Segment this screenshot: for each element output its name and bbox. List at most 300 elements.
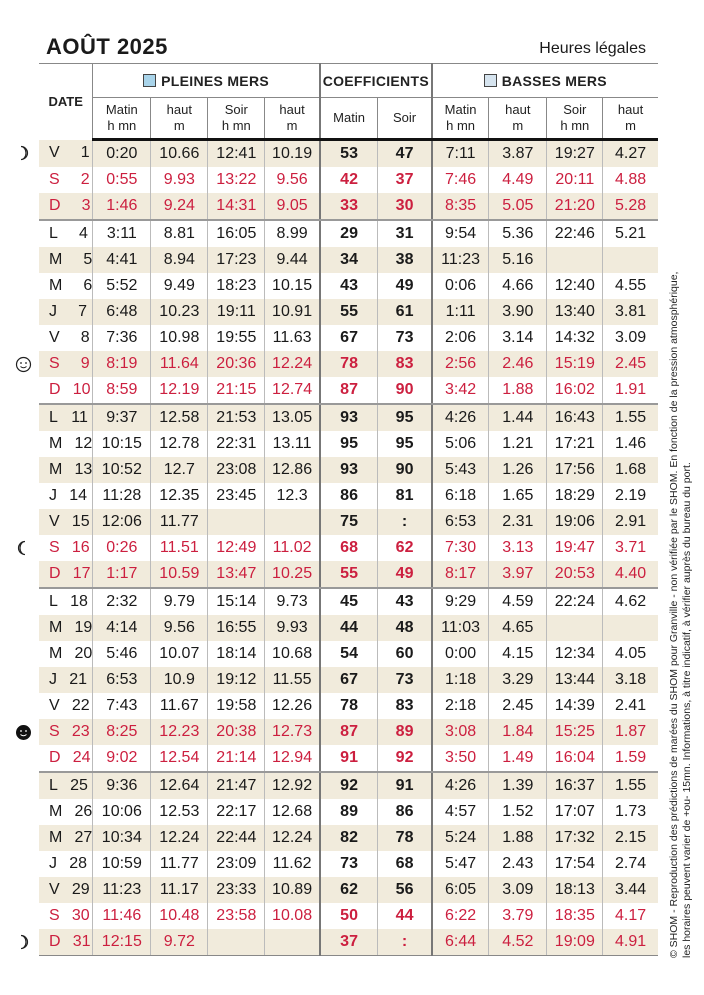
cell-pm-morning-height: 12.64 (151, 772, 208, 799)
cell-date (39, 325, 93, 351)
cell-bm-evening-time: 14:39 (547, 693, 603, 719)
copyright-note (668, 258, 694, 958)
header-pm-matin (93, 98, 151, 140)
table-row (39, 377, 658, 404)
cell-date (39, 667, 93, 693)
cell-date (39, 903, 93, 929)
cell-bm-morning-time: 9:54 (432, 220, 489, 247)
cell-pm-evening-time: 19:58 (208, 693, 265, 719)
cell-bm-morning-height: 5.05 (489, 193, 547, 220)
cell-pm-morning-time: 3:11 (93, 220, 151, 247)
cell-bm-evening-height: 2.41 (603, 693, 658, 719)
table-row (39, 351, 658, 377)
cell-pm-morning-time: 0:26 (93, 535, 151, 561)
cell-coef-morning: 75 (320, 509, 378, 535)
cell-coef-evening: 95 (378, 404, 432, 431)
cell-bm-evening-height: 1.55 (603, 404, 658, 431)
cell-pm-morning-time: 6:53 (93, 667, 151, 693)
cell-bm-morning-height: 1.39 (489, 772, 547, 799)
cell-bm-morning-height: 3.29 (489, 667, 547, 693)
cell-bm-morning-height: 4.65 (489, 615, 547, 641)
cell-bm-evening-height: 1.87 (603, 719, 658, 745)
cell-bm-evening-time: 19:47 (547, 535, 603, 561)
cell-bm-morning-time: 7:11 (432, 140, 489, 168)
cell-pm-morning-height: 8.81 (151, 220, 208, 247)
cell-date (39, 431, 93, 457)
weekday-letter: J (49, 855, 57, 872)
cell-bm-evening-height: 2.19 (603, 483, 658, 509)
cell-pm-morning-time: 10:06 (93, 799, 151, 825)
cell-pm-evening-time: 23:45 (208, 483, 265, 509)
cell-bm-morning-time: 1:11 (432, 299, 489, 325)
cell-pm-morning-time: 12:15 (93, 929, 151, 956)
cell-bm-morning-time: 5:47 (432, 851, 489, 877)
cell-coef-morning: 68 (320, 535, 378, 561)
cell-pm-evening-height: 12.24 (265, 825, 320, 851)
cell-date (39, 719, 93, 745)
cell-pm-morning-height: 11.77 (151, 851, 208, 877)
cell-date (39, 851, 93, 877)
cell-bm-morning-time: 5:24 (432, 825, 489, 851)
cell-bm-morning-height: 1.84 (489, 719, 547, 745)
first-quarter-moon-icon (10, 932, 36, 952)
header-coefficients: COEFFICIENTS (320, 64, 432, 98)
new-moon-icon (10, 722, 36, 742)
weekday-letter: V (49, 881, 60, 898)
cell-coef-morning: 55 (320, 299, 378, 325)
weekday-letter: M (49, 803, 63, 820)
cell-bm-evening-height (603, 247, 658, 273)
cell-coef-evening: 37 (378, 167, 432, 193)
cell-bm-morning-height: 1.49 (489, 745, 547, 772)
cell-bm-evening-height: 5.28 (603, 193, 658, 220)
cell-bm-morning-time: 6:05 (432, 877, 489, 903)
cell-pm-evening-height: 12.94 (265, 745, 320, 772)
tide-table (39, 63, 658, 956)
cell-bm-evening-height: 1.73 (603, 799, 658, 825)
cell-coef-evening: 30 (378, 193, 432, 220)
table-row (39, 745, 658, 772)
cell-pm-morning-time: 11:46 (93, 903, 151, 929)
day-number: 27 (74, 829, 93, 846)
cell-date (39, 877, 93, 903)
cell-bm-morning-time: 7:46 (432, 167, 489, 193)
cell-pm-morning-height: 9.72 (151, 929, 208, 956)
table-row (39, 693, 658, 719)
cell-coef-evening: 91 (378, 772, 432, 799)
cell-bm-evening-time: 17:54 (547, 851, 603, 877)
cell-bm-morning-height: 2.46 (489, 351, 547, 377)
cell-pm-morning-time: 5:52 (93, 273, 151, 299)
weekday-letter: M (49, 435, 63, 452)
cell-coef-evening: 38 (378, 247, 432, 273)
day-number: 11 (71, 409, 88, 426)
cell-pm-evening-time: 23:33 (208, 877, 265, 903)
day-number: 23 (71, 723, 90, 740)
cell-bm-morning-time: 6:44 (432, 929, 489, 956)
cell-date (39, 299, 93, 325)
day-number: 8 (80, 329, 90, 346)
cell-pm-evening-height: 10.25 (265, 561, 320, 588)
cell-bm-evening-time: 19:06 (547, 509, 603, 535)
cell-coef-evening: : (378, 929, 432, 956)
cell-coef-evening: 49 (378, 273, 432, 299)
cell-bm-morning-time: 3:08 (432, 719, 489, 745)
cell-pm-evening-height: 10.91 (265, 299, 320, 325)
cell-coef-morning: 29 (320, 220, 378, 247)
cell-coef-evening: 89 (378, 719, 432, 745)
day-number: 29 (71, 881, 90, 898)
cell-coef-evening: : (378, 509, 432, 535)
table-row (39, 247, 658, 273)
cell-pm-morning-time: 9:37 (93, 404, 151, 431)
cell-pm-morning-height: 12.23 (151, 719, 208, 745)
cell-coef-morning: 44 (320, 615, 378, 641)
cell-bm-morning-height: 1.88 (489, 825, 547, 851)
cell-pm-morning-height: 12.24 (151, 825, 208, 851)
cell-pm-morning-height: 9.49 (151, 273, 208, 299)
table-row (39, 615, 658, 641)
cell-pm-evening-time: 15:14 (208, 588, 265, 615)
table-row (39, 404, 658, 431)
cell-bm-evening-height: 3.44 (603, 877, 658, 903)
label-hmn: h mn (560, 118, 590, 133)
cell-date (39, 535, 93, 561)
cell-date (39, 220, 93, 247)
cell-date (39, 693, 93, 719)
cell-pm-evening-height: 12.68 (265, 799, 320, 825)
cell-pm-evening-time: 19:11 (208, 299, 265, 325)
cell-pm-evening-height: 10.68 (265, 641, 320, 667)
cell-coef-evening: 44 (378, 903, 432, 929)
table-row (39, 851, 658, 877)
cell-date (39, 615, 93, 641)
label-haut: haut (617, 102, 644, 117)
cell-date (39, 140, 93, 168)
cell-bm-evening-time: 20:11 (547, 167, 603, 193)
cell-date (39, 167, 93, 193)
cell-pm-evening-time: 16:05 (208, 220, 265, 247)
cell-pm-evening-time: 21:14 (208, 745, 265, 772)
header-basses-mers-label: BASSES MERS (501, 72, 607, 89)
cell-pm-evening-time: 12:41 (208, 140, 265, 168)
cell-bm-morning-time: 4:26 (432, 404, 489, 431)
cell-bm-morning-height: 5.36 (489, 220, 547, 247)
day-number: 13 (74, 461, 93, 478)
cell-bm-morning-height: 4.52 (489, 929, 547, 956)
day-number: 16 (71, 539, 90, 556)
cell-pm-evening-height: 12.3 (265, 483, 320, 509)
cell-pm-morning-height: 10.59 (151, 561, 208, 588)
cell-coef-evening: 83 (378, 693, 432, 719)
cell-pm-evening-time: 12:49 (208, 535, 265, 561)
cell-bm-morning-time: 3:50 (432, 745, 489, 772)
weekday-letter: J (49, 671, 57, 688)
cell-pm-evening-height: 10.08 (265, 903, 320, 929)
cell-bm-morning-time: 6:18 (432, 483, 489, 509)
day-number: 9 (80, 355, 90, 372)
table-row (39, 509, 658, 535)
cell-bm-morning-time: 2:18 (432, 693, 489, 719)
cell-pm-morning-time: 5:46 (93, 641, 151, 667)
cell-coef-morning: 53 (320, 140, 378, 168)
weekday-letter: J (49, 303, 57, 320)
cell-pm-evening-time: 23:08 (208, 457, 265, 483)
cell-pm-evening-time (208, 509, 265, 535)
cell-pm-morning-height: 12.53 (151, 799, 208, 825)
day-number: 30 (71, 907, 90, 924)
table-row (39, 799, 658, 825)
cell-bm-morning-time: 9:29 (432, 588, 489, 615)
table-row (39, 325, 658, 351)
cell-bm-morning-height: 1.52 (489, 799, 547, 825)
cell-coef-morning: 92 (320, 772, 378, 799)
cell-date (39, 509, 93, 535)
day-number: 14 (69, 487, 87, 504)
cell-coef-morning: 93 (320, 404, 378, 431)
weekday-letter: J (49, 487, 57, 504)
cell-bm-morning-height: 3.13 (489, 535, 547, 561)
cell-bm-morning-height: 1.65 (489, 483, 547, 509)
cell-coef-evening: 73 (378, 667, 432, 693)
cell-coef-evening: 81 (378, 483, 432, 509)
cell-pm-evening-height: 13.11 (265, 431, 320, 457)
cell-pm-morning-time: 1:46 (93, 193, 151, 220)
cell-pm-morning-height: 12.35 (151, 483, 208, 509)
cell-bm-morning-height: 1.21 (489, 431, 547, 457)
cell-bm-morning-time: 5:06 (432, 431, 489, 457)
cell-bm-evening-height: 4.62 (603, 588, 658, 615)
cell-bm-morning-height: 1.44 (489, 404, 547, 431)
cell-bm-morning-height: 4.59 (489, 588, 547, 615)
cell-pm-evening-height: 11.55 (265, 667, 320, 693)
day-number: 20 (74, 645, 93, 662)
cell-coef-evening: 31 (378, 220, 432, 247)
table-row (39, 903, 658, 929)
cell-bm-morning-height: 3.90 (489, 299, 547, 325)
weekday-letter: M (49, 645, 63, 662)
cell-bm-morning-height: 4.66 (489, 273, 547, 299)
label-m: m (625, 118, 636, 133)
table-row (39, 825, 658, 851)
cell-pm-evening-height: 12.92 (265, 772, 320, 799)
cell-pm-evening-height: 9.44 (265, 247, 320, 273)
cell-bm-evening-time: 19:09 (547, 929, 603, 956)
cell-date (39, 825, 93, 851)
cell-pm-evening-height: 10.19 (265, 140, 320, 168)
label-haut: haut (166, 102, 192, 117)
cell-pm-morning-height: 11.64 (151, 351, 208, 377)
cell-coef-morning: 91 (320, 745, 378, 772)
cell-pm-morning-time: 6:48 (93, 299, 151, 325)
label-hmn: h mn (221, 118, 251, 133)
cell-bm-morning-height: 1.26 (489, 457, 547, 483)
cell-bm-morning-time: 3:42 (432, 377, 489, 404)
cell-pm-evening-time: 13:22 (208, 167, 265, 193)
cell-bm-evening-time: 19:27 (547, 140, 603, 168)
cell-coef-morning: 55 (320, 561, 378, 588)
cell-pm-morning-time: 9:02 (93, 745, 151, 772)
cell-pm-morning-time: 12:06 (93, 509, 151, 535)
cell-coef-evening: 86 (378, 799, 432, 825)
cell-pm-evening-height: 11.63 (265, 325, 320, 351)
cell-bm-evening-height: 4.27 (603, 140, 658, 168)
cell-pm-evening-height: 9.93 (265, 615, 320, 641)
cell-bm-evening-time: 22:46 (547, 220, 603, 247)
cell-coef-evening: 95 (378, 431, 432, 457)
cell-pm-morning-time: 8:25 (93, 719, 151, 745)
cell-date (39, 588, 93, 615)
cell-bm-evening-height: 2.91 (603, 509, 658, 535)
cell-pm-morning-time: 9:36 (93, 772, 151, 799)
cell-coef-evening: 73 (378, 325, 432, 351)
weekday-letter: M (49, 461, 63, 478)
cell-bm-morning-time: 2:56 (432, 351, 489, 377)
day-number: 17 (72, 565, 91, 582)
cell-pm-morning-time: 11:23 (93, 877, 151, 903)
cell-coef-evening: 49 (378, 561, 432, 588)
cell-date (39, 772, 93, 799)
cell-pm-evening-time: 13:47 (208, 561, 265, 588)
weekday-letter: M (49, 251, 63, 268)
cell-coef-evening: 48 (378, 615, 432, 641)
cell-pm-morning-time: 10:52 (93, 457, 151, 483)
day-number: 18 (70, 593, 88, 610)
cell-bm-evening-height: 4.55 (603, 273, 658, 299)
cell-pm-evening-height: 13.05 (265, 404, 320, 431)
day-number: 19 (74, 619, 93, 636)
cell-pm-evening-height: 9.05 (265, 193, 320, 220)
cell-coef-evening: 47 (378, 140, 432, 168)
day-number: 5 (83, 251, 93, 268)
cell-bm-evening-height: 3.71 (603, 535, 658, 561)
cell-bm-evening-time: 12:40 (547, 273, 603, 299)
header-bm-matin (432, 98, 489, 140)
cell-pm-evening-time: 21:47 (208, 772, 265, 799)
cell-coef-evening: 60 (378, 641, 432, 667)
cell-date (39, 351, 93, 377)
cell-bm-evening-time: 20:53 (547, 561, 603, 588)
cell-pm-evening-height: 12.26 (265, 693, 320, 719)
cell-coef-evening: 68 (378, 851, 432, 877)
copyright-note-line-2: les horaires peuvent varier de +ou- 15mn. Informations, à titre indicatif, à vérifier auprès du bureau du port. (681, 462, 693, 958)
table-row (39, 457, 658, 483)
cell-pm-morning-time: 0:20 (93, 140, 151, 168)
cell-pm-morning-height: 12.58 (151, 404, 208, 431)
cell-pm-morning-time: 4:41 (93, 247, 151, 273)
cell-coef-morning: 87 (320, 719, 378, 745)
cell-bm-morning-height: 5.16 (489, 247, 547, 273)
cell-bm-evening-time: 17:21 (547, 431, 603, 457)
cell-pm-morning-time: 4:14 (93, 615, 151, 641)
cell-bm-morning-time: 0:00 (432, 641, 489, 667)
table-row (39, 667, 658, 693)
cell-pm-morning-time: 7:36 (93, 325, 151, 351)
cell-bm-evening-time (547, 615, 603, 641)
cell-pm-morning-time: 1:17 (93, 561, 151, 588)
cell-coef-morning: 54 (320, 641, 378, 667)
cell-pm-morning-height: 9.24 (151, 193, 208, 220)
header-pleines-mers (93, 64, 320, 98)
weekday-letter: M (49, 619, 63, 636)
cell-pm-evening-time: 22:44 (208, 825, 265, 851)
header-bm-haut-1 (489, 98, 547, 140)
weekday-letter: D (49, 381, 61, 398)
label-soir: Soir (224, 102, 248, 117)
cell-pm-evening-time: 23:58 (208, 903, 265, 929)
cell-date (39, 745, 93, 772)
cell-coef-morning: 67 (320, 325, 378, 351)
cell-pm-morning-height: 10.48 (151, 903, 208, 929)
table-row (39, 561, 658, 588)
day-number: 26 (74, 803, 93, 820)
header-pm-haut-2 (265, 98, 320, 140)
weekday-letter: V (49, 697, 60, 714)
weekday-letter: L (49, 593, 58, 610)
header-date: DATE (39, 64, 93, 140)
cell-bm-morning-height: 2.31 (489, 509, 547, 535)
cell-bm-evening-time: 13:44 (547, 667, 603, 693)
header-bm-haut-2 (603, 98, 658, 140)
label-haut: haut (279, 102, 305, 117)
cell-coef-morning: 45 (320, 588, 378, 615)
weekday-letter: L (49, 409, 58, 426)
cell-coef-evening: 92 (378, 745, 432, 772)
label-soir: Soir (563, 102, 587, 117)
cell-bm-evening-height: 1.59 (603, 745, 658, 772)
cell-bm-morning-time: 4:57 (432, 799, 489, 825)
cell-pm-evening-height (265, 929, 320, 956)
cell-pm-morning-height: 11.51 (151, 535, 208, 561)
cell-bm-evening-height: 4.91 (603, 929, 658, 956)
cell-coef-morning: 33 (320, 193, 378, 220)
cell-coef-morning: 89 (320, 799, 378, 825)
cell-bm-morning-time: 8:35 (432, 193, 489, 220)
label-hmn: h mn (107, 118, 137, 133)
cell-coef-morning: 82 (320, 825, 378, 851)
cell-pm-evening-time: 20:38 (208, 719, 265, 745)
cell-bm-evening-height: 5.21 (603, 220, 658, 247)
weekday-letter: V (49, 144, 60, 162)
cell-date (39, 799, 93, 825)
table-row (39, 167, 658, 193)
weekday-letter: L (49, 777, 58, 794)
cell-pm-morning-height: 9.56 (151, 615, 208, 641)
day-number: 31 (72, 933, 91, 950)
cell-bm-evening-time: 16:02 (547, 377, 603, 404)
cell-bm-evening-height: 4.05 (603, 641, 658, 667)
cell-bm-evening-height: 3.18 (603, 667, 658, 693)
cell-coef-morning: 37 (320, 929, 378, 956)
cell-coef-morning: 62 (320, 877, 378, 903)
full-moon-icon (10, 354, 36, 374)
tide-table-body (39, 140, 658, 956)
cell-bm-evening-time: 17:32 (547, 825, 603, 851)
cell-bm-evening-height: 3.09 (603, 325, 658, 351)
cell-bm-morning-height: 3.14 (489, 325, 547, 351)
cell-bm-evening-time: 16:04 (547, 745, 603, 772)
cell-pm-evening-time: 17:23 (208, 247, 265, 273)
cell-pm-morning-height: 10.98 (151, 325, 208, 351)
cell-bm-morning-height: 3.87 (489, 140, 547, 168)
cell-bm-morning-height: 2.43 (489, 851, 547, 877)
day-number: 1 (80, 144, 90, 162)
weekday-letter: S (49, 539, 60, 556)
table-row (39, 535, 658, 561)
cell-pm-morning-time: 8:59 (93, 377, 151, 404)
cell-coef-morning: 42 (320, 167, 378, 193)
label-matin: Matin (444, 102, 477, 117)
